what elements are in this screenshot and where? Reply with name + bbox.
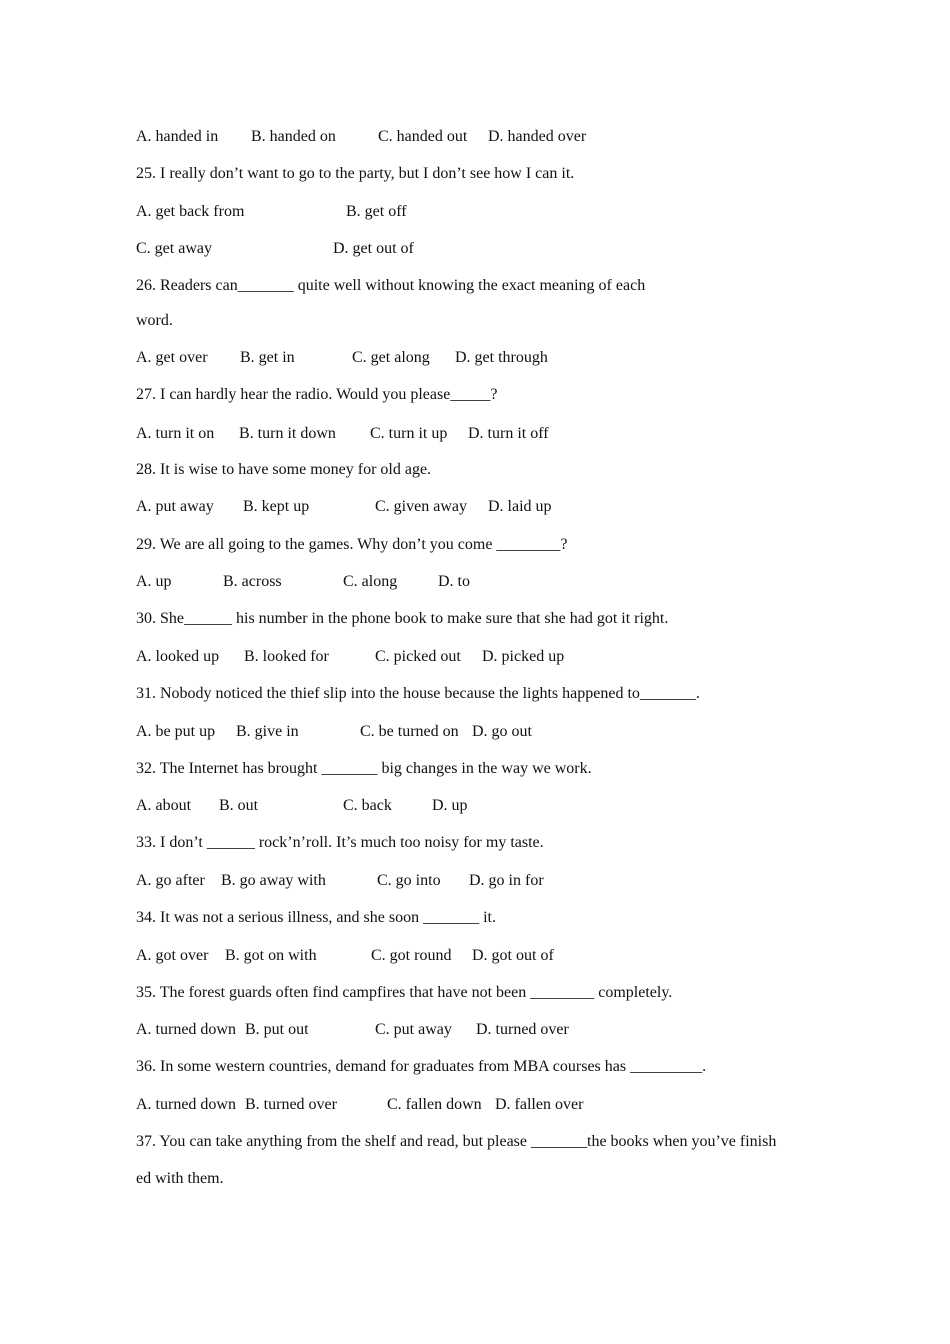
answer-option: D. turned over	[476, 1021, 569, 1038]
answer-option: A. put away	[136, 498, 214, 515]
answer-option: B. go away with	[221, 872, 326, 889]
answer-option: B. handed on	[251, 128, 336, 145]
question-text: 25. I really don’t want to go to the party, but I don’t see how I can it.	[136, 165, 575, 182]
question-text: 29. We are all going to the games. Why don’t you come ________?	[136, 536, 568, 553]
question-text: 37. You can take anything from the shelf and read, but please _______the books when you’ve finish	[136, 1133, 777, 1150]
question-text: 31. Nobody noticed the thief slip into the house because the lights happened to_______.	[136, 685, 700, 702]
answer-option: A. go after	[136, 872, 205, 889]
answer-option: B. give in	[236, 723, 299, 740]
answer-option: C. got round	[371, 947, 452, 964]
answer-option: D. go in for	[469, 872, 544, 889]
answer-option: A. looked up	[136, 648, 220, 665]
answer-option: B. get in	[240, 349, 295, 366]
answer-option: C. go into	[377, 872, 441, 889]
answer-option: C. picked out	[375, 648, 461, 665]
answer-option: D. get out of	[333, 240, 414, 257]
question-text: 30. She______ his number in the phone book to make sure that she had got it right.	[136, 610, 669, 627]
question-text: 35. The forest guards often find campfires that have not been ________ completely.	[136, 984, 673, 1001]
answer-option: D. get through	[455, 349, 548, 366]
answer-option: A. turned down	[136, 1096, 236, 1113]
answer-option: C. fallen down	[387, 1096, 482, 1113]
answer-option: A. turned down	[136, 1021, 236, 1038]
question-text: 26. Readers can_______ quite well without knowing the exact meaning of each	[136, 277, 646, 294]
answer-option: B. got on with	[225, 947, 317, 964]
answer-option: C. handed out	[378, 128, 468, 145]
answer-option: B. put out	[245, 1021, 309, 1038]
answer-option: C. get away	[136, 240, 212, 257]
answer-option: A. about	[136, 797, 192, 814]
answer-option: C. put away	[375, 1021, 452, 1038]
answer-option: D. picked up	[482, 648, 565, 665]
answer-option: C. get along	[352, 349, 430, 366]
answer-option: C. along	[343, 573, 398, 590]
answer-option: D. to	[438, 573, 470, 590]
answer-option: A. get over	[136, 349, 208, 366]
answer-option: B. kept up	[243, 498, 310, 515]
question-text: ed with them.	[136, 1170, 224, 1187]
question-text: 32. The Internet has brought _______ big changes in the way we work.	[136, 760, 592, 777]
answer-option: C. given away	[375, 498, 467, 515]
answer-option: D. laid up	[488, 498, 552, 515]
answer-option: D. handed over	[488, 128, 587, 145]
answer-option: D. turn it off	[468, 425, 549, 442]
answer-option: C. be turned on	[360, 723, 459, 740]
answer-option: B. turned over	[245, 1096, 337, 1113]
answer-option: D. up	[432, 797, 468, 814]
answer-option: A. got over	[136, 947, 209, 964]
question-text: 33. I don’t ______ rock’n’roll. It’s much too noisy for my taste.	[136, 834, 544, 851]
answer-option: A. handed in	[136, 128, 219, 145]
answer-option: D. go out	[472, 723, 532, 740]
question-text: word.	[136, 312, 173, 329]
answer-option: A. up	[136, 573, 172, 590]
answer-option: C. back	[343, 797, 392, 814]
answer-option: A. be put up	[136, 723, 216, 740]
answer-option: B. looked for	[244, 648, 329, 665]
answer-option: B. turn it down	[239, 425, 336, 442]
question-text: 34. It was not a serious illness, and she soon _______ it.	[136, 909, 496, 926]
question-text: 28. It is wise to have some money for old age.	[136, 461, 432, 478]
question-text: 27. I can hardly hear the radio. Would you please_____?	[136, 386, 498, 403]
answer-option: B. get off	[346, 203, 407, 220]
answer-option: A. turn it on	[136, 425, 215, 442]
answer-option: C. turn it up	[370, 425, 448, 442]
answer-option: B. out	[219, 797, 259, 814]
answer-option: A. get back from	[136, 203, 245, 220]
answer-option: D. fallen over	[495, 1096, 584, 1113]
question-text: 36. In some western countries, demand for graduates from MBA courses has _________.	[136, 1058, 707, 1075]
answer-option: B. across	[223, 573, 282, 590]
answer-option: D. got out of	[472, 947, 554, 964]
